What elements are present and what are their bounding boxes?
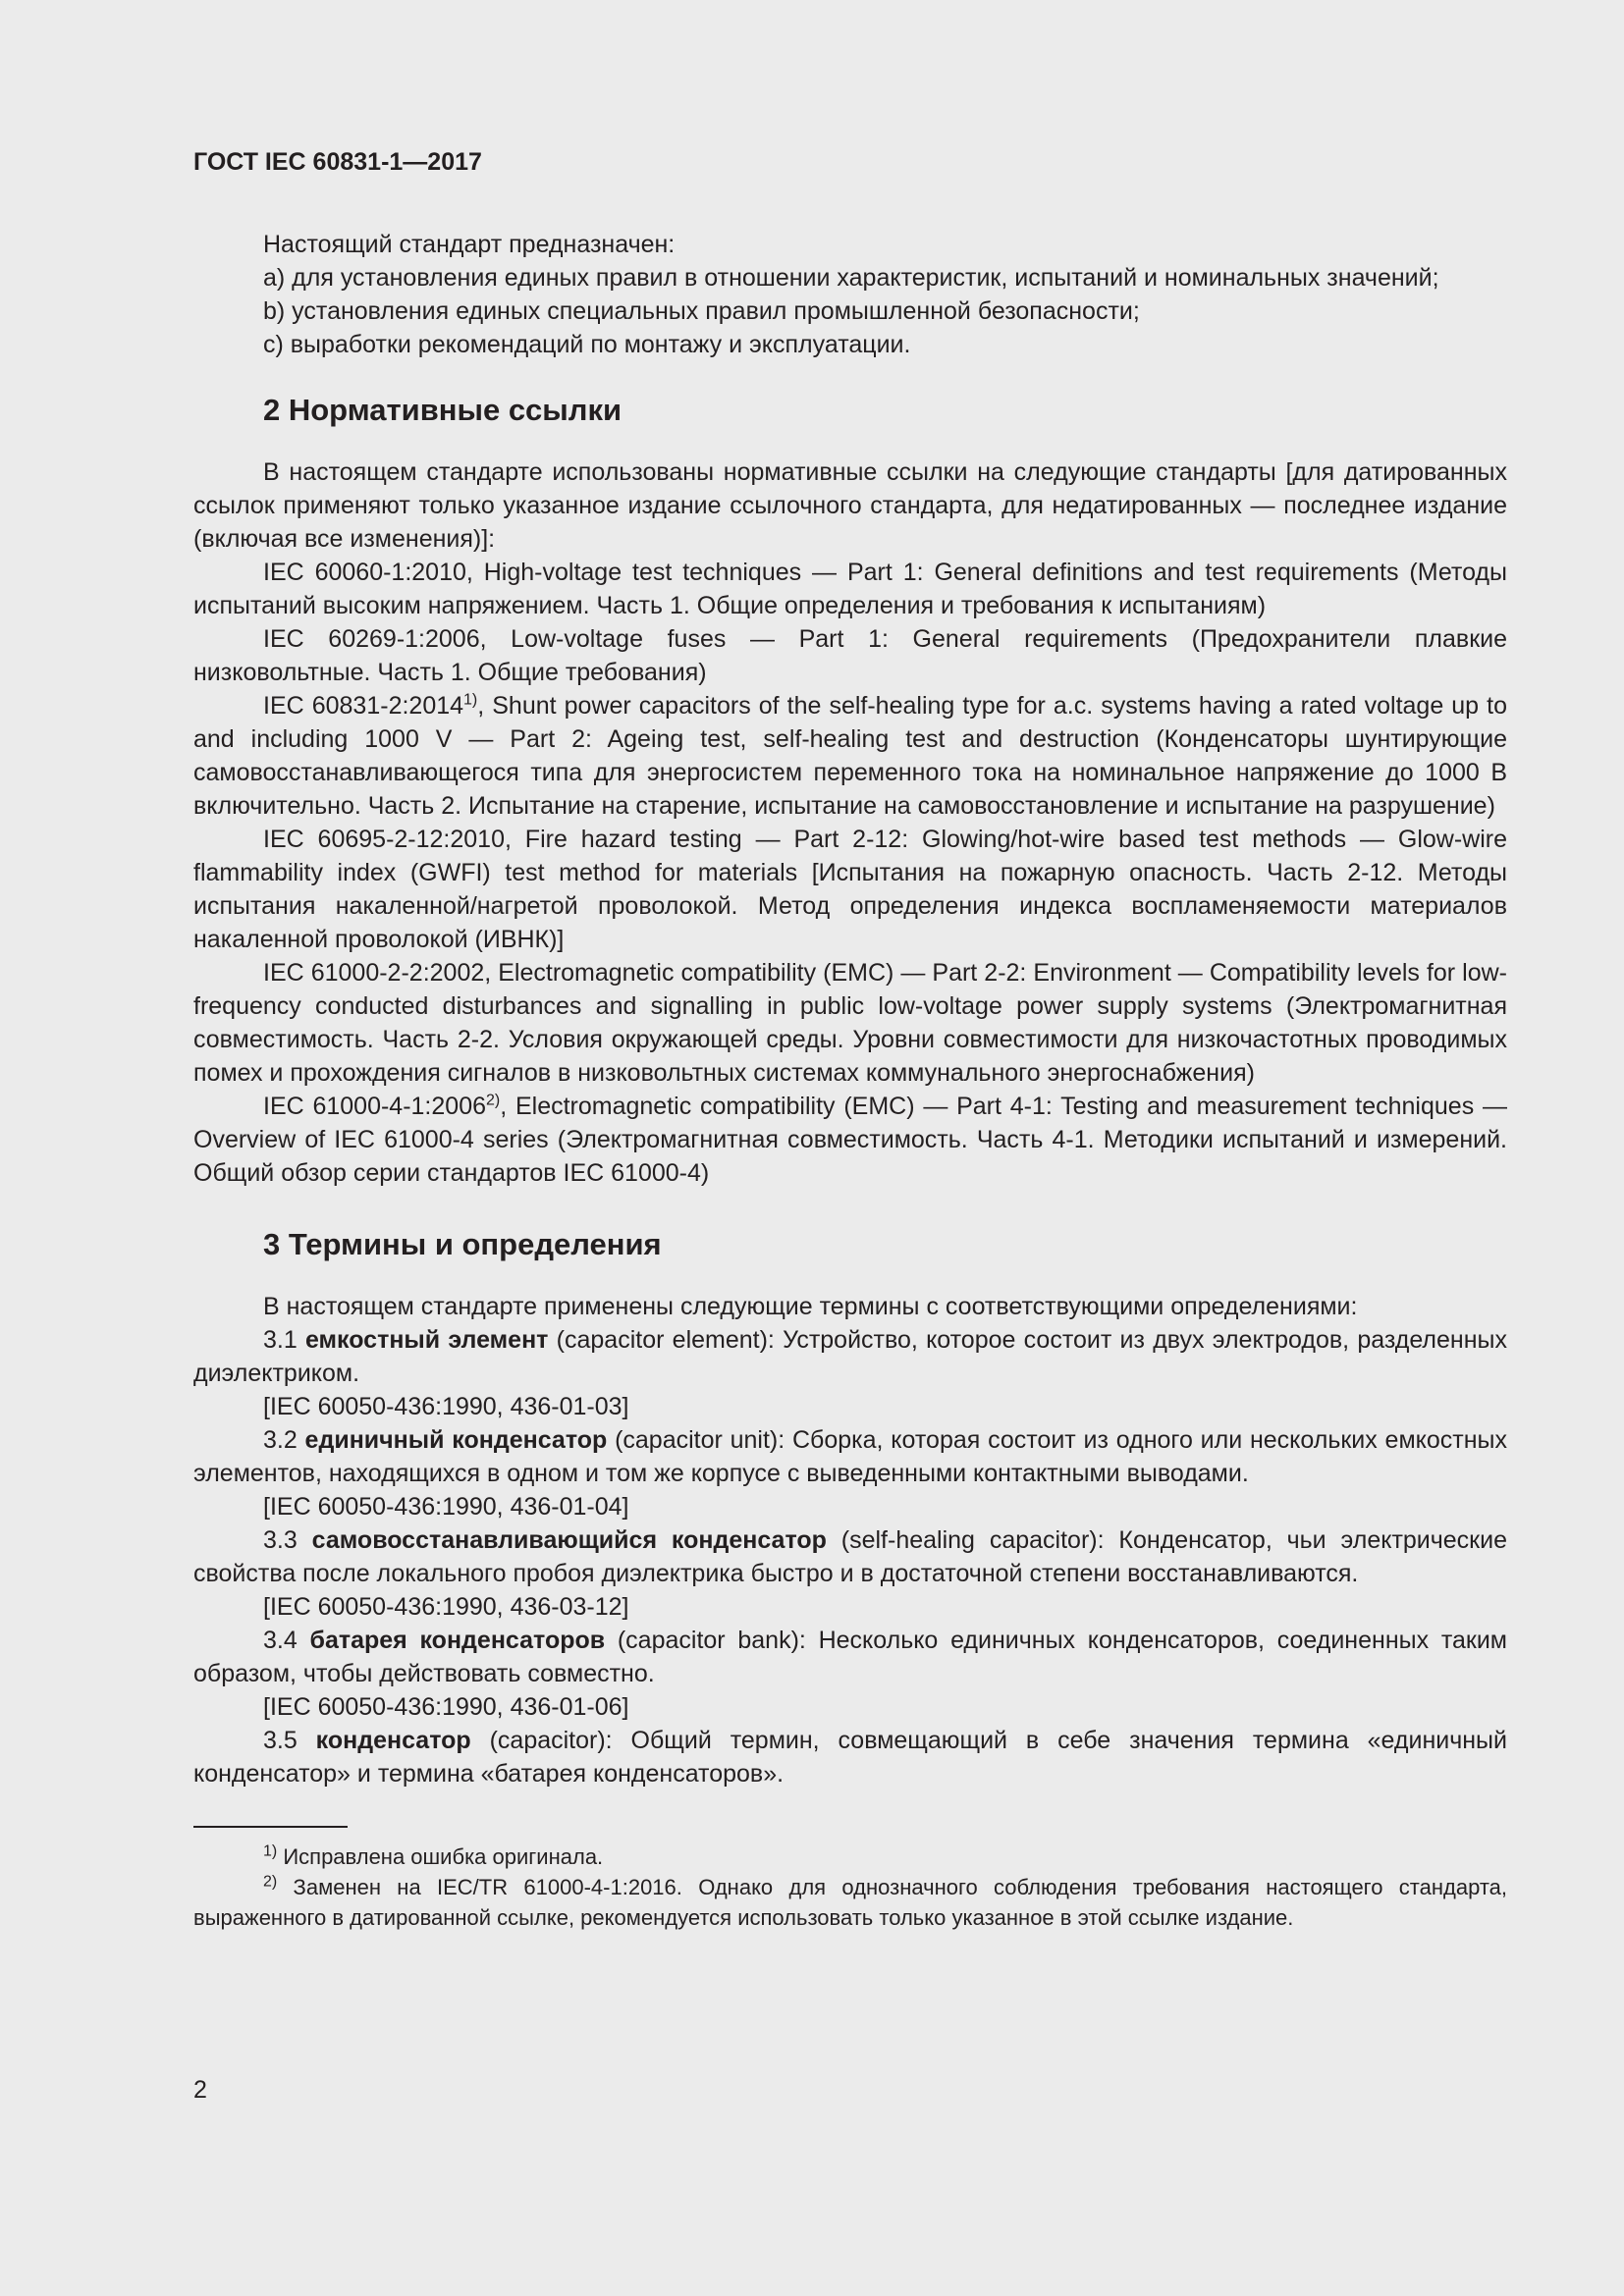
reference-code: IEC 60831-2:2014 <box>263 692 464 720</box>
intro-item-a: a) для установления единых правил в отношении характеристик, испытаний и номинальных значений; <box>263 264 1439 292</box>
footnote-separator <box>193 1826 348 1828</box>
section-2-heading: 2 Нормативные ссылки <box>263 393 623 427</box>
term-name: емкостный элемент <box>304 1326 549 1354</box>
reference-title: , Electromagnetic compatibility (EMC) — Part 4-1: Testing and measurement techniques — Overview of IEC 61000-4 series (Электромагнитная совместимость. Часть 4-1. Методики испытаний и измерений. Общий обзор серии стандартов IEC 61000-4) <box>193 1093 1507 1187</box>
term-number: 3.3 <box>263 1526 312 1554</box>
term-definition <box>193 1724 1507 1790</box>
term-source: [IEC 60050-436:1990, 436-01-03] <box>263 1393 629 1420</box>
normative-reference: IEC 60060-1:2010, High-voltage test techniques — Part 1: General definitions and test requirements (Методы испытаний высоким напряжением. Часть 1. Общие определения и требования к испытаниям) <box>193 559 1507 619</box>
term-number: 3.2 <box>263 1426 305 1454</box>
term-definition <box>193 1624 1507 1690</box>
document-header: ГОСТ IEC 60831-1—2017 <box>193 148 482 176</box>
intro-lead: Настоящий стандарт предназначен: <box>263 231 676 258</box>
term-definition <box>193 1423 1507 1490</box>
normative-reference <box>193 689 1507 823</box>
intro-item-b: b) установления единых специальных правил промышленной безопасности; <box>263 297 1140 325</box>
reference-title: , Shunt power capacitors of the self-healing type for a.c. systems having a rated voltage up to and including 1000 V — Part 2: Ageing test, self-healing test and destruction (Конденсаторы шунтирующие самовосстанавливающегося типа для энергосистем переменного тока на номинальное напряжение до 1000 В включительно. Часть 2. Испытание на старение, испытание на самовосстановление и испытание на разрушение) <box>193 692 1507 820</box>
footnote-number: 2) <box>263 1873 278 1891</box>
term-text: (capacitor unit): Сборка, которая состоит из одного или нескольких емкостных элементов, находящихся в одном и том же корпусе с выведенными контактными выводами. <box>193 1426 1507 1487</box>
term-definition <box>193 1323 1507 1390</box>
section-2-body <box>193 455 1507 1190</box>
page-content <box>193 145 1507 1933</box>
term-text: (capacitor bank): Несколько единичных конденсаторов, соединенных таким образом, чтобы действовать совместно. <box>193 1627 1507 1687</box>
term-name: конденсатор <box>315 1727 471 1754</box>
term-text: (self-healing capacitor): Конденсатор, чьи электрические свойства после локального пробоя диэлектрика быстро и в достаточной степени восстанавливаются. <box>193 1526 1507 1587</box>
footnote-marker: 2) <box>486 1092 501 1109</box>
footnote-text: Исправлена ошибка оригинала. <box>277 1844 604 1869</box>
term-source: [IEC 60050-436:1990, 436-01-04] <box>263 1493 629 1521</box>
normative-reference: IEC 60269-1:2006, Low-voltage fuses — Part 1: General requirements (Предохранители плавкие низковольтные. Часть 1. Общие требования) <box>193 625 1507 686</box>
term-definition <box>193 1523 1507 1590</box>
footnote-number: 1) <box>263 1842 278 1860</box>
term-number: 3.1 <box>263 1326 305 1354</box>
normative-reference <box>193 1090 1507 1190</box>
term-number: 3.5 <box>263 1727 316 1754</box>
term-source: [IEC 60050-436:1990, 436-03-12] <box>263 1593 629 1621</box>
section-3-lead: В настоящем стандарте применены следующие термины с соответствующими определениями: <box>263 1293 1358 1320</box>
term-name: самовосстанавливающийся конденсатор <box>311 1526 827 1554</box>
term-name: единичный конденсатор <box>304 1426 608 1454</box>
footnote <box>193 1842 1507 1872</box>
intro-item-c: c) выработки рекомендаций по монтажу и эксплуатации. <box>263 331 911 358</box>
term-name: батарея конденсаторов <box>309 1627 606 1654</box>
normative-reference: IEC 60695-2-12:2010, Fire hazard testing — Part 2-12: Glowing/hot-wire based test methods — Glow-wire flammability index (GWFI) test method for materials [Испытания на пожарную опасность. Часть 2-12. Методы испытания накаленной/нагретой проволокой. Метод определения индекса воспламеняемости материалов накаленной проволокой (ИВНК)] <box>193 826 1507 953</box>
section-3-heading: 3 Термины и определения <box>263 1227 662 1261</box>
term-text: (capacitor element): Устройство, которое состоит из двух электродов, разделенных диэлектриком. <box>193 1326 1508 1387</box>
footnote <box>193 1872 1507 1933</box>
section-2-lead: В настоящем стандарте использованы нормативные ссылки на следующие стандарты [для датированных ссылок применяют только указанное издание ссылочного стандарта, для недатированных — последнее издание (включая все изменения)]: <box>193 458 1507 553</box>
page-number: 2 <box>193 2076 207 2104</box>
term-source: [IEC 60050-436:1990, 436-01-06] <box>263 1693 629 1721</box>
reference-code: IEC 61000-4-1:2006 <box>263 1093 486 1120</box>
intro-block <box>193 228 1507 361</box>
term-text: (capacitor): Общий термин, совмещающий в себе значения термина «единичный конденсатор» и термина «батарея конденсаторов». <box>193 1727 1507 1788</box>
term-number: 3.4 <box>263 1627 310 1654</box>
section-3-body <box>193 1290 1507 1790</box>
normative-reference: IEC 61000-2-2:2002, Electromagnetic compatibility (EMC) — Part 2-2: Environment — Compatibility levels for low-frequency conducted disturbances and signalling in public low-voltage power supply systems (Электромагнитная совместимость. Часть 2-2. Условия окружающей среды. Уровни совместимости для низкочастотных проводимых помех и прохождения сигналов в низковольтных системах коммунального энергоснабжения) <box>193 959 1507 1087</box>
footnote-marker: 1) <box>463 691 478 709</box>
footnote-text: Заменен на IEC/TR 61000-4-1:2016. Однако для однозначного соблюдения требования настоящего стандарта, выраженного в датированной ссылке, рекомендуется использовать только указанное в этой ссылке издание. <box>193 1875 1507 1930</box>
footnotes <box>193 1842 1507 1933</box>
